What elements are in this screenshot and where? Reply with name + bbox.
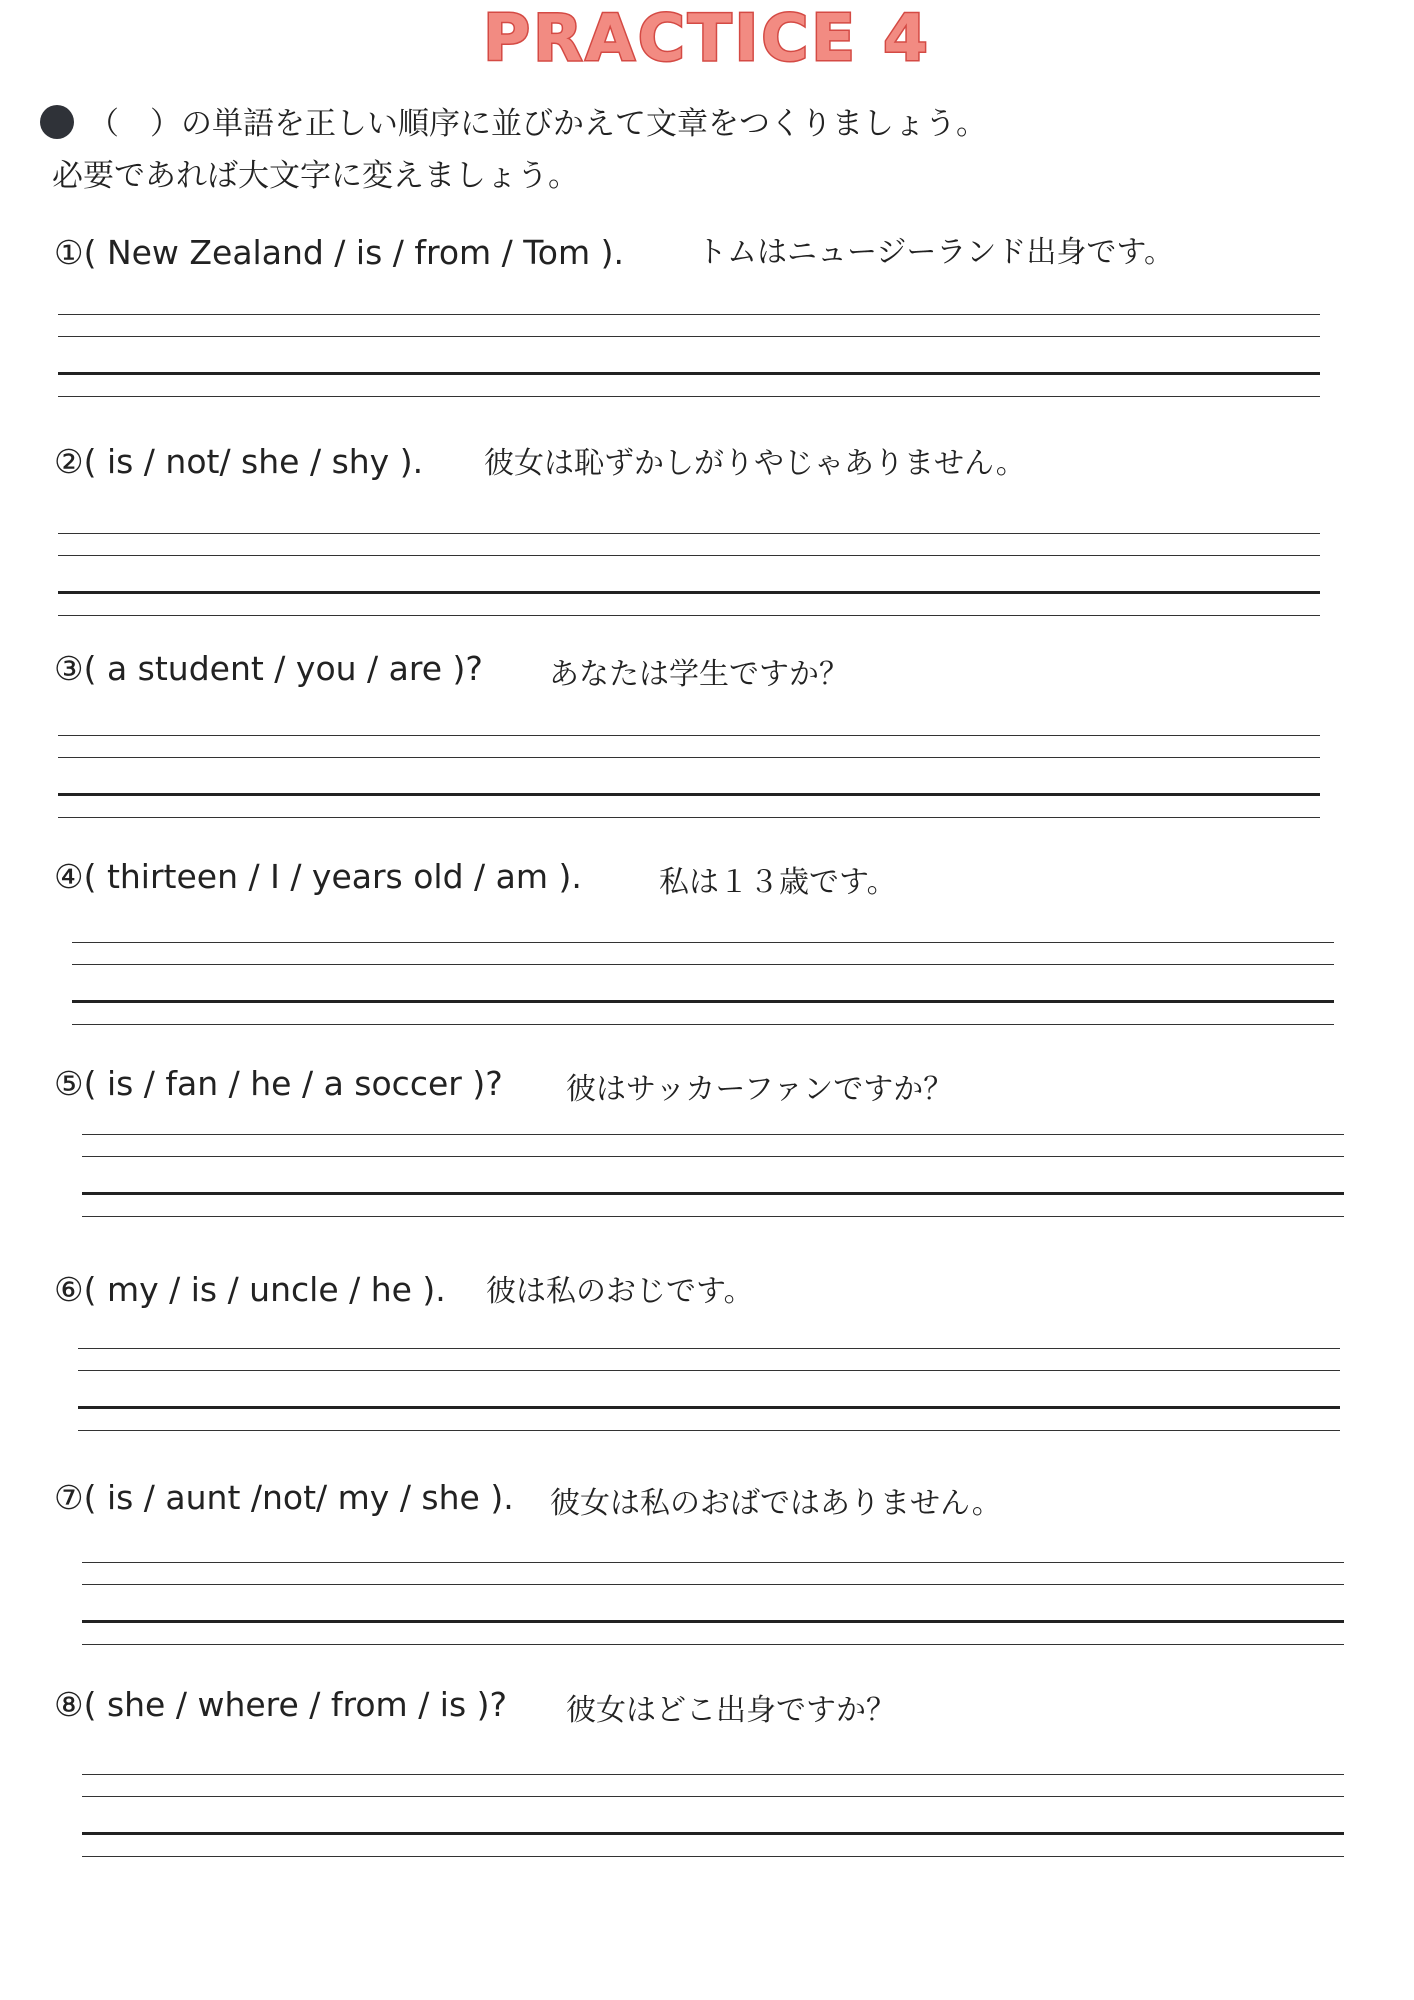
- writing-baseline: [72, 1000, 1334, 1003]
- question-prompt: ⑦( is / aunt /not/ my / she ).: [54, 1478, 514, 1517]
- writing-line: [72, 964, 1334, 965]
- instruction-line-2: 必要であれば大文字に変えましょう。: [52, 158, 579, 194]
- writing-line: [78, 1370, 1340, 1371]
- answer-lines-4[interactable]: [72, 942, 1334, 1032]
- question-prompt: ④( thirteen / I / years old / am ).: [54, 857, 582, 896]
- writing-baseline: [82, 1832, 1344, 1835]
- writing-baseline: [78, 1406, 1340, 1409]
- question-prompt: ⑤( is / fan / he / a soccer )?: [54, 1064, 503, 1103]
- writing-line: [58, 555, 1320, 556]
- instruction-line-1: （ ）の単語を正しい順序に並びかえて文章をつくりましょう。: [40, 98, 987, 150]
- writing-line: [58, 336, 1320, 337]
- bullet-icon: [40, 105, 74, 139]
- writing-baseline: [58, 591, 1320, 594]
- writing-line: [82, 1216, 1344, 1217]
- answer-lines-5[interactable]: [82, 1134, 1344, 1224]
- writing-line: [58, 615, 1320, 616]
- question-translation: 彼女はどこ出身ですか？: [566, 1693, 896, 1728]
- writing-line: [82, 1796, 1344, 1797]
- writing-line: [82, 1134, 1344, 1135]
- answer-lines-2[interactable]: [58, 533, 1320, 623]
- question-prompt: ⑧( she / where / from / is )?: [54, 1685, 508, 1724]
- writing-line: [58, 533, 1320, 534]
- writing-baseline: [58, 793, 1320, 796]
- writing-line: [58, 314, 1320, 315]
- answer-lines-7[interactable]: [82, 1562, 1344, 1652]
- question-translation: 彼女は恥ずかしがりやじゃありません。: [484, 446, 1026, 481]
- question-prompt: ②( is / not/ she / shy ).: [54, 442, 424, 481]
- question-translation: トムはニュージーランド出身です。: [697, 235, 1174, 270]
- question-prompt: ①( New Zealand / is / from / Tom ).: [54, 233, 624, 272]
- question-prompt: ⑥( my / is / uncle / he ).: [54, 1270, 446, 1309]
- writing-line: [82, 1584, 1344, 1585]
- writing-line: [78, 1430, 1340, 1431]
- writing-line: [72, 942, 1334, 943]
- question-translation: 私は１３歳です。: [659, 865, 897, 900]
- page-title: PRACTICE 4: [483, 2, 931, 76]
- writing-baseline: [82, 1620, 1344, 1623]
- question-translation: 彼はサッカーファンですか？: [566, 1072, 954, 1107]
- writing-line: [58, 396, 1320, 397]
- writing-line: [82, 1644, 1344, 1645]
- answer-lines-1[interactable]: [58, 314, 1320, 404]
- writing-line: [82, 1774, 1344, 1775]
- question-prompt: ③( a student / you / are )?: [54, 649, 483, 688]
- writing-line: [82, 1562, 1344, 1563]
- instructions: [40, 98, 987, 202]
- question-translation: 彼は私のおじです。: [486, 1274, 754, 1309]
- writing-baseline: [82, 1192, 1344, 1195]
- answer-lines-6[interactable]: [78, 1348, 1340, 1438]
- answer-lines-3[interactable]: [58, 735, 1320, 825]
- writing-line: [82, 1856, 1344, 1857]
- writing-line: [58, 757, 1320, 758]
- question-translation: あなたは学生ですか？: [549, 657, 849, 692]
- writing-line: [58, 817, 1320, 818]
- writing-line: [72, 1024, 1334, 1025]
- answer-lines-8[interactable]: [82, 1774, 1344, 1864]
- writing-line: [58, 735, 1320, 736]
- writing-line: [82, 1156, 1344, 1157]
- writing-baseline: [58, 372, 1320, 375]
- writing-line: [78, 1348, 1340, 1349]
- question-translation: 彼女は私のおばではありません。: [550, 1486, 1002, 1521]
